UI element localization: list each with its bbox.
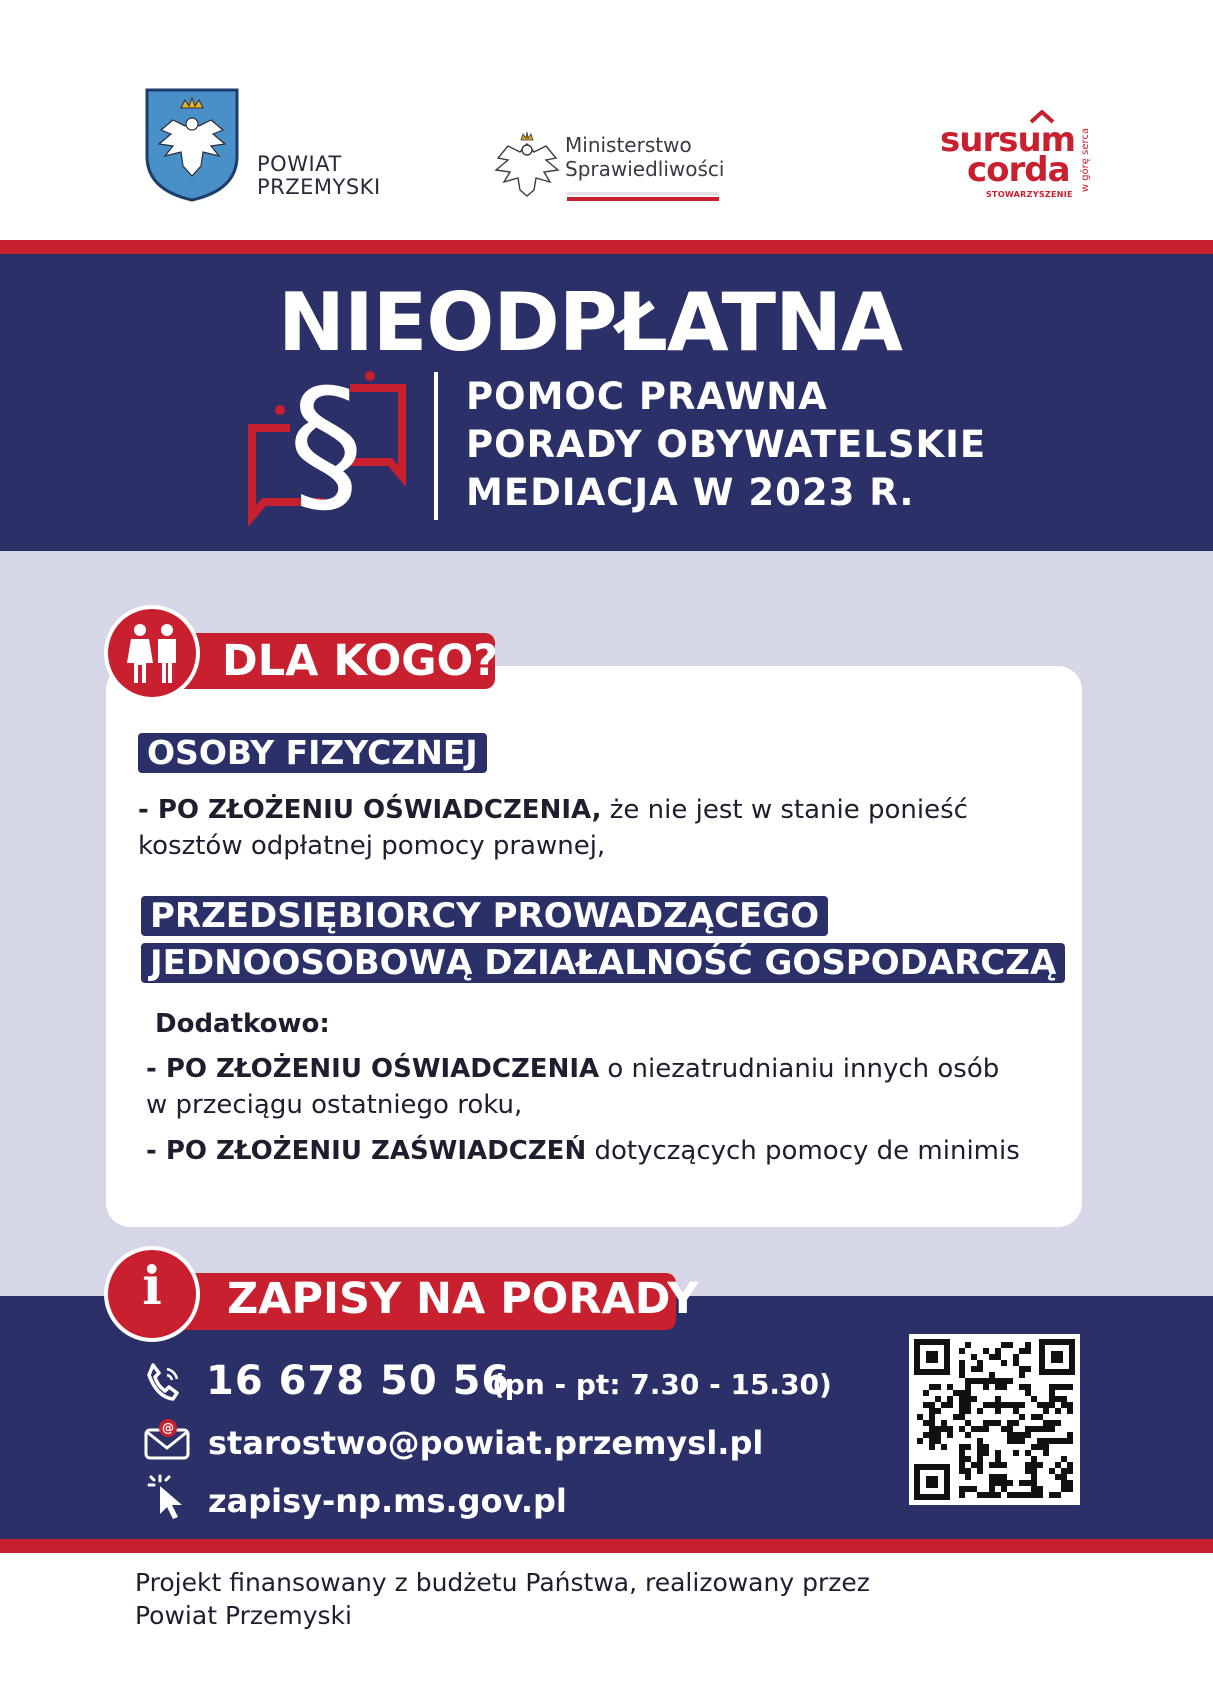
qr-module	[1019, 1372, 1025, 1378]
powiat-coat-of-arms	[143, 86, 241, 202]
qr-module	[1025, 1348, 1031, 1354]
page-title: NIEODPŁATNA	[278, 276, 902, 369]
qr-module	[989, 1420, 995, 1426]
qr-module	[1043, 1420, 1049, 1426]
ministry-line-2: Sprawiedliwości	[565, 157, 725, 181]
qr-module	[929, 1426, 935, 1432]
qr-module	[1001, 1378, 1007, 1384]
qr-module	[1067, 1432, 1073, 1438]
qr-module	[1043, 1426, 1049, 1432]
qr-module	[1031, 1492, 1037, 1498]
qr-module	[983, 1426, 989, 1432]
qr-module	[983, 1420, 989, 1426]
qr-module	[1025, 1480, 1031, 1486]
qr-module	[995, 1474, 1001, 1480]
natural-person-condition	[138, 792, 968, 864]
qr-module	[929, 1408, 935, 1414]
qr-module	[935, 1432, 941, 1438]
qr-module	[959, 1366, 965, 1372]
qr-module	[977, 1438, 983, 1444]
qr-module	[995, 1456, 1001, 1462]
qr-module	[1007, 1342, 1013, 1348]
qr-module	[1007, 1480, 1013, 1486]
qr-module	[977, 1366, 983, 1372]
qr-module	[971, 1426, 977, 1432]
qr-module	[923, 1390, 929, 1396]
qr-module	[1001, 1426, 1007, 1432]
qr-module	[965, 1402, 971, 1408]
qr-module	[965, 1486, 971, 1492]
qr-module	[947, 1432, 953, 1438]
qr-module	[959, 1426, 965, 1432]
condition-1-line-2: kosztów odpłatnej pomocy prawnej,	[138, 831, 606, 861]
qr-module	[929, 1384, 935, 1390]
qr-module	[1001, 1342, 1007, 1348]
qr-module	[1037, 1444, 1043, 1450]
qr-module	[995, 1348, 1001, 1354]
qr-module	[1031, 1456, 1037, 1462]
signup-heading: ZAPISY NA PORADY	[227, 1274, 699, 1324]
qr-module	[989, 1492, 995, 1498]
additional-label: Dodatkowo:	[155, 1009, 330, 1039]
qr-module	[989, 1402, 995, 1408]
qr-module	[929, 1432, 935, 1438]
qr-module	[929, 1420, 935, 1426]
qr-module	[959, 1492, 965, 1498]
qr-module	[989, 1480, 995, 1486]
qr-module	[1061, 1468, 1067, 1474]
qr-module	[929, 1414, 935, 1420]
qr-module	[1049, 1384, 1055, 1390]
office-hours: (pn - pt: 7.30 - 15.30)	[492, 1368, 832, 1401]
qr-module	[1061, 1384, 1067, 1390]
qr-module	[929, 1444, 935, 1450]
qr-module	[995, 1492, 1001, 1498]
qr-module	[1043, 1450, 1049, 1456]
qr-module	[971, 1396, 977, 1402]
qr-module	[965, 1378, 971, 1384]
email-link[interactable]: starostwo@powiat.przemysl.pl	[208, 1424, 764, 1462]
qr-module	[959, 1396, 965, 1402]
funding-line-1: Projekt finansowany z budżetu Państwa, realizowany przez	[135, 1568, 870, 1597]
qr-module	[1067, 1438, 1073, 1444]
qr-module	[1001, 1480, 1007, 1486]
qr-module	[1025, 1366, 1031, 1372]
qr-module	[1049, 1390, 1055, 1396]
ministry-name	[565, 133, 724, 181]
qr-module	[1025, 1426, 1031, 1432]
who-heading: DLA KOGO?	[222, 636, 499, 686]
condition-2-bold: - PO ZŁOŻENIU OŚWIADCZENIA	[146, 1054, 600, 1084]
qr-module	[929, 1438, 935, 1444]
qr-module	[1007, 1402, 1013, 1408]
qr-module	[935, 1408, 941, 1414]
qr-code[interactable]	[909, 1334, 1080, 1505]
qr-module	[1013, 1408, 1019, 1414]
qr-module	[1019, 1414, 1025, 1420]
entrepreneur-condition-1	[146, 1051, 999, 1123]
sursum-word: sursum	[940, 120, 1076, 160]
qr-module	[1055, 1462, 1061, 1468]
qr-module	[1019, 1432, 1025, 1438]
qr-module	[1061, 1474, 1067, 1480]
qr-module	[995, 1450, 1001, 1456]
qr-module	[1001, 1474, 1007, 1480]
qr-module	[1067, 1384, 1073, 1390]
qr-module	[1055, 1438, 1061, 1444]
phone-number[interactable]: 16 678 50 56	[206, 1358, 511, 1404]
condition-1-rest: że nie jest w stanie ponieść	[601, 795, 968, 825]
qr-module	[1043, 1444, 1049, 1450]
sursum-corda-logo	[940, 110, 1090, 200]
qr-module	[1013, 1402, 1019, 1408]
condition-1-bold: - PO ZŁOŻENIU OŚWIADCZENIA,	[138, 795, 602, 825]
qr-module	[965, 1432, 971, 1438]
paragraph-icon	[246, 358, 406, 532]
qr-module	[983, 1492, 989, 1498]
qr-module	[1031, 1468, 1037, 1474]
title-divider	[434, 372, 438, 520]
qr-module	[1013, 1420, 1019, 1426]
bottom-red-stripe	[0, 1539, 1213, 1553]
qr-module	[959, 1402, 965, 1408]
condition-3-rest: dotyczących pomocy de minimis	[586, 1136, 1020, 1166]
qr-module	[1031, 1426, 1037, 1432]
qr-module	[977, 1426, 983, 1432]
qr-module	[947, 1426, 953, 1432]
qr-module	[1037, 1492, 1043, 1498]
qr-module	[989, 1462, 995, 1468]
qr-module	[1049, 1426, 1055, 1432]
qr-module	[1037, 1414, 1043, 1420]
qr-module	[1061, 1486, 1067, 1492]
qr-module	[947, 1384, 953, 1390]
qr-module	[995, 1408, 1001, 1414]
info-icon: i	[142, 1256, 162, 1317]
qr-module	[1001, 1360, 1007, 1366]
subtitle-line-3: MEDIACJA W 2023 R.	[466, 471, 915, 514]
email-icon	[144, 1418, 192, 1460]
qr-module	[1025, 1492, 1031, 1498]
qr-module	[965, 1390, 971, 1396]
qr-module	[1013, 1438, 1019, 1444]
qr-module	[923, 1432, 929, 1438]
qr-module	[1019, 1492, 1025, 1498]
entrepreneur-tag-line-1: PRZEDSIĘBIORCY PROWADZĄCEGO	[141, 896, 828, 936]
qr-module	[953, 1414, 959, 1420]
qr-module	[995, 1354, 1001, 1360]
qr-module	[959, 1450, 965, 1456]
qr-module	[977, 1456, 983, 1462]
signup-website-link[interactable]: zapisy-np.ms.gov.pl	[208, 1482, 567, 1520]
powiat-line-1: POWIAT	[257, 152, 342, 176]
qr-module	[1025, 1468, 1031, 1474]
qr-module	[1043, 1402, 1049, 1408]
qr-module	[1013, 1360, 1019, 1366]
qr-module	[1055, 1384, 1061, 1390]
qr-module	[995, 1480, 1001, 1486]
info-badge	[104, 1246, 200, 1342]
qr-module	[1025, 1390, 1031, 1396]
qr-module	[959, 1444, 965, 1450]
condition-2-line-2: w przeciągu ostatniego roku,	[146, 1090, 523, 1120]
qr-module	[983, 1444, 989, 1450]
qr-module	[1067, 1462, 1073, 1468]
qr-module	[971, 1378, 977, 1384]
qr-module	[935, 1426, 941, 1432]
ministry-flag-bar	[567, 192, 719, 201]
corda-word: corda	[967, 150, 1070, 190]
qr-module	[935, 1384, 941, 1390]
qr-module	[1031, 1462, 1037, 1468]
qr-module	[1061, 1438, 1067, 1444]
qr-module	[1001, 1384, 1007, 1390]
qr-module	[1007, 1426, 1013, 1432]
qr-module	[995, 1420, 1001, 1426]
qr-module	[971, 1486, 977, 1492]
qr-module	[977, 1462, 983, 1468]
qr-module	[1067, 1480, 1073, 1486]
qr-module	[1031, 1480, 1037, 1486]
subtitle-line-2: PORADY OBYWATELSKIE	[466, 423, 987, 466]
qr-module	[941, 1420, 947, 1426]
qr-module	[1049, 1492, 1055, 1498]
qr-module	[947, 1396, 953, 1402]
qr-module	[1061, 1402, 1067, 1408]
qr-module	[965, 1474, 971, 1480]
qr-module	[1013, 1354, 1019, 1360]
qr-module	[1067, 1402, 1073, 1408]
qr-module	[1031, 1444, 1037, 1450]
qr-module	[1007, 1438, 1013, 1444]
sursum-side-text: w górę serca	[1080, 128, 1091, 193]
condition-3-bold: - PO ZŁOŻENIU ZAŚWIADCZEŃ	[146, 1136, 587, 1166]
qr-module	[989, 1486, 995, 1492]
qr-module	[1049, 1396, 1055, 1402]
qr-module	[977, 1468, 983, 1474]
qr-module	[983, 1384, 989, 1390]
qr-module	[1013, 1450, 1019, 1456]
qr-module	[977, 1450, 983, 1456]
qr-module	[959, 1468, 965, 1474]
qr-module	[1067, 1408, 1073, 1414]
qr-module	[1043, 1408, 1049, 1414]
qr-module	[1037, 1402, 1043, 1408]
qr-module	[989, 1378, 995, 1384]
qr-module	[1025, 1462, 1031, 1468]
qr-module	[947, 1402, 953, 1408]
qr-module	[995, 1462, 1001, 1468]
qr-module	[977, 1360, 983, 1366]
qr-module	[1007, 1420, 1013, 1426]
funding-line-2: Powiat Przemyski	[135, 1601, 352, 1630]
qr-module	[1025, 1432, 1031, 1438]
natural-person-tag: OSOBY FIZYCZNEJ	[138, 733, 487, 773]
qr-module	[1049, 1468, 1055, 1474]
qr-module	[959, 1372, 965, 1378]
qr-module	[1067, 1468, 1073, 1474]
qr-module	[941, 1426, 947, 1432]
qr-module	[965, 1396, 971, 1402]
qr-module	[965, 1420, 971, 1426]
qr-module	[995, 1396, 1001, 1402]
qr-module	[1025, 1450, 1031, 1456]
qr-module	[1019, 1348, 1025, 1354]
qr-module	[953, 1390, 959, 1396]
ministry-eagle-icon	[492, 128, 562, 198]
qr-code-graphic	[909, 1334, 1080, 1505]
qr-module	[959, 1390, 965, 1396]
qr-module	[983, 1402, 989, 1408]
condition-2-rest: o niezatrudnianiu innych osób	[599, 1054, 1000, 1084]
qr-module	[1031, 1486, 1037, 1492]
powiat-name	[257, 153, 381, 198]
qr-module	[989, 1372, 995, 1378]
top-red-stripe	[0, 240, 1213, 254]
qr-module	[917, 1438, 923, 1444]
qr-module	[959, 1456, 965, 1462]
qr-module	[1037, 1462, 1043, 1468]
qr-module	[983, 1348, 989, 1354]
paragraph-symbol: §	[288, 358, 364, 532]
qr-module	[1025, 1342, 1031, 1348]
qr-module	[1031, 1414, 1037, 1420]
entrepreneur-condition-2	[146, 1133, 1020, 1169]
qr-module	[935, 1438, 941, 1444]
qr-module	[1055, 1474, 1061, 1480]
people-icon	[126, 623, 182, 685]
qr-module	[959, 1462, 965, 1468]
qr-module	[965, 1384, 971, 1390]
qr-module	[1019, 1384, 1025, 1390]
qr-module	[1049, 1420, 1055, 1426]
qr-module	[941, 1402, 947, 1408]
qr-module	[1019, 1438, 1025, 1444]
qr-module	[1067, 1486, 1073, 1492]
qr-module	[1019, 1480, 1025, 1486]
ministry-line-1: Ministerstwo	[565, 133, 692, 157]
qr-module	[1007, 1378, 1013, 1384]
qr-module	[995, 1384, 1001, 1390]
qr-module	[1037, 1438, 1043, 1444]
qr-module	[959, 1414, 965, 1420]
qr-module	[1031, 1474, 1037, 1480]
qr-module	[1007, 1432, 1013, 1438]
qr-module	[971, 1366, 977, 1372]
qr-module	[1037, 1426, 1043, 1432]
qr-module	[1013, 1432, 1019, 1438]
entrepreneur-tag-line-2: JEDNOOSOBOWĄ DZIAŁALNOŚĆ GOSPODARCZĄ	[141, 943, 1065, 983]
qr-module	[959, 1486, 965, 1492]
qr-module	[1007, 1492, 1013, 1498]
qr-module	[977, 1492, 983, 1498]
qr-module	[983, 1378, 989, 1384]
qr-module	[1001, 1486, 1007, 1492]
qr-module	[1037, 1486, 1043, 1492]
qr-module	[1061, 1396, 1067, 1402]
qr-module	[935, 1396, 941, 1402]
qr-module	[977, 1444, 983, 1450]
phone-icon	[143, 1361, 185, 1403]
qr-module	[1013, 1492, 1019, 1498]
qr-module	[923, 1402, 929, 1408]
sursum-sub: STOWARZYSZENIE	[986, 190, 1073, 199]
qr-module	[959, 1348, 965, 1354]
qr-module	[929, 1402, 935, 1408]
qr-module	[1061, 1480, 1067, 1486]
funding-note	[135, 1566, 870, 1632]
qr-module	[917, 1414, 923, 1420]
powiat-line-2: PRZEMYSKI	[257, 174, 381, 199]
qr-module	[977, 1378, 983, 1384]
qr-module	[1055, 1396, 1061, 1402]
qr-module	[1049, 1402, 1055, 1408]
qr-module	[1001, 1402, 1007, 1408]
qr-module	[965, 1342, 971, 1348]
qr-module	[965, 1408, 971, 1414]
qr-module	[1055, 1492, 1061, 1498]
qr-module	[971, 1462, 977, 1468]
cursor-click-icon	[146, 1474, 190, 1522]
qr-module	[971, 1354, 977, 1360]
svg-text:@: @	[162, 1421, 174, 1435]
qr-module	[989, 1474, 995, 1480]
qr-module	[1049, 1438, 1055, 1444]
qr-module	[1043, 1438, 1049, 1444]
qr-module	[1025, 1384, 1031, 1390]
qr-module	[1055, 1408, 1061, 1414]
qr-module	[1061, 1456, 1067, 1462]
qr-module	[923, 1420, 929, 1426]
qr-module	[989, 1354, 995, 1360]
qr-module	[983, 1450, 989, 1456]
qr-module	[1019, 1402, 1025, 1408]
qr-module	[1055, 1420, 1061, 1426]
qr-module	[995, 1402, 1001, 1408]
qr-module	[941, 1444, 947, 1450]
qr-module	[965, 1456, 971, 1462]
qr-module	[965, 1468, 971, 1474]
qr-module	[959, 1360, 965, 1366]
qr-module	[995, 1378, 1001, 1384]
qr-module	[1019, 1366, 1025, 1372]
qr-module	[959, 1408, 965, 1414]
qr-module	[1001, 1462, 1007, 1468]
qr-module	[977, 1408, 983, 1414]
qr-module	[1031, 1396, 1037, 1402]
subtitle-line-1: POMOC PRAWNA	[466, 375, 828, 418]
qr-module	[965, 1444, 971, 1450]
people-badge	[104, 605, 200, 701]
